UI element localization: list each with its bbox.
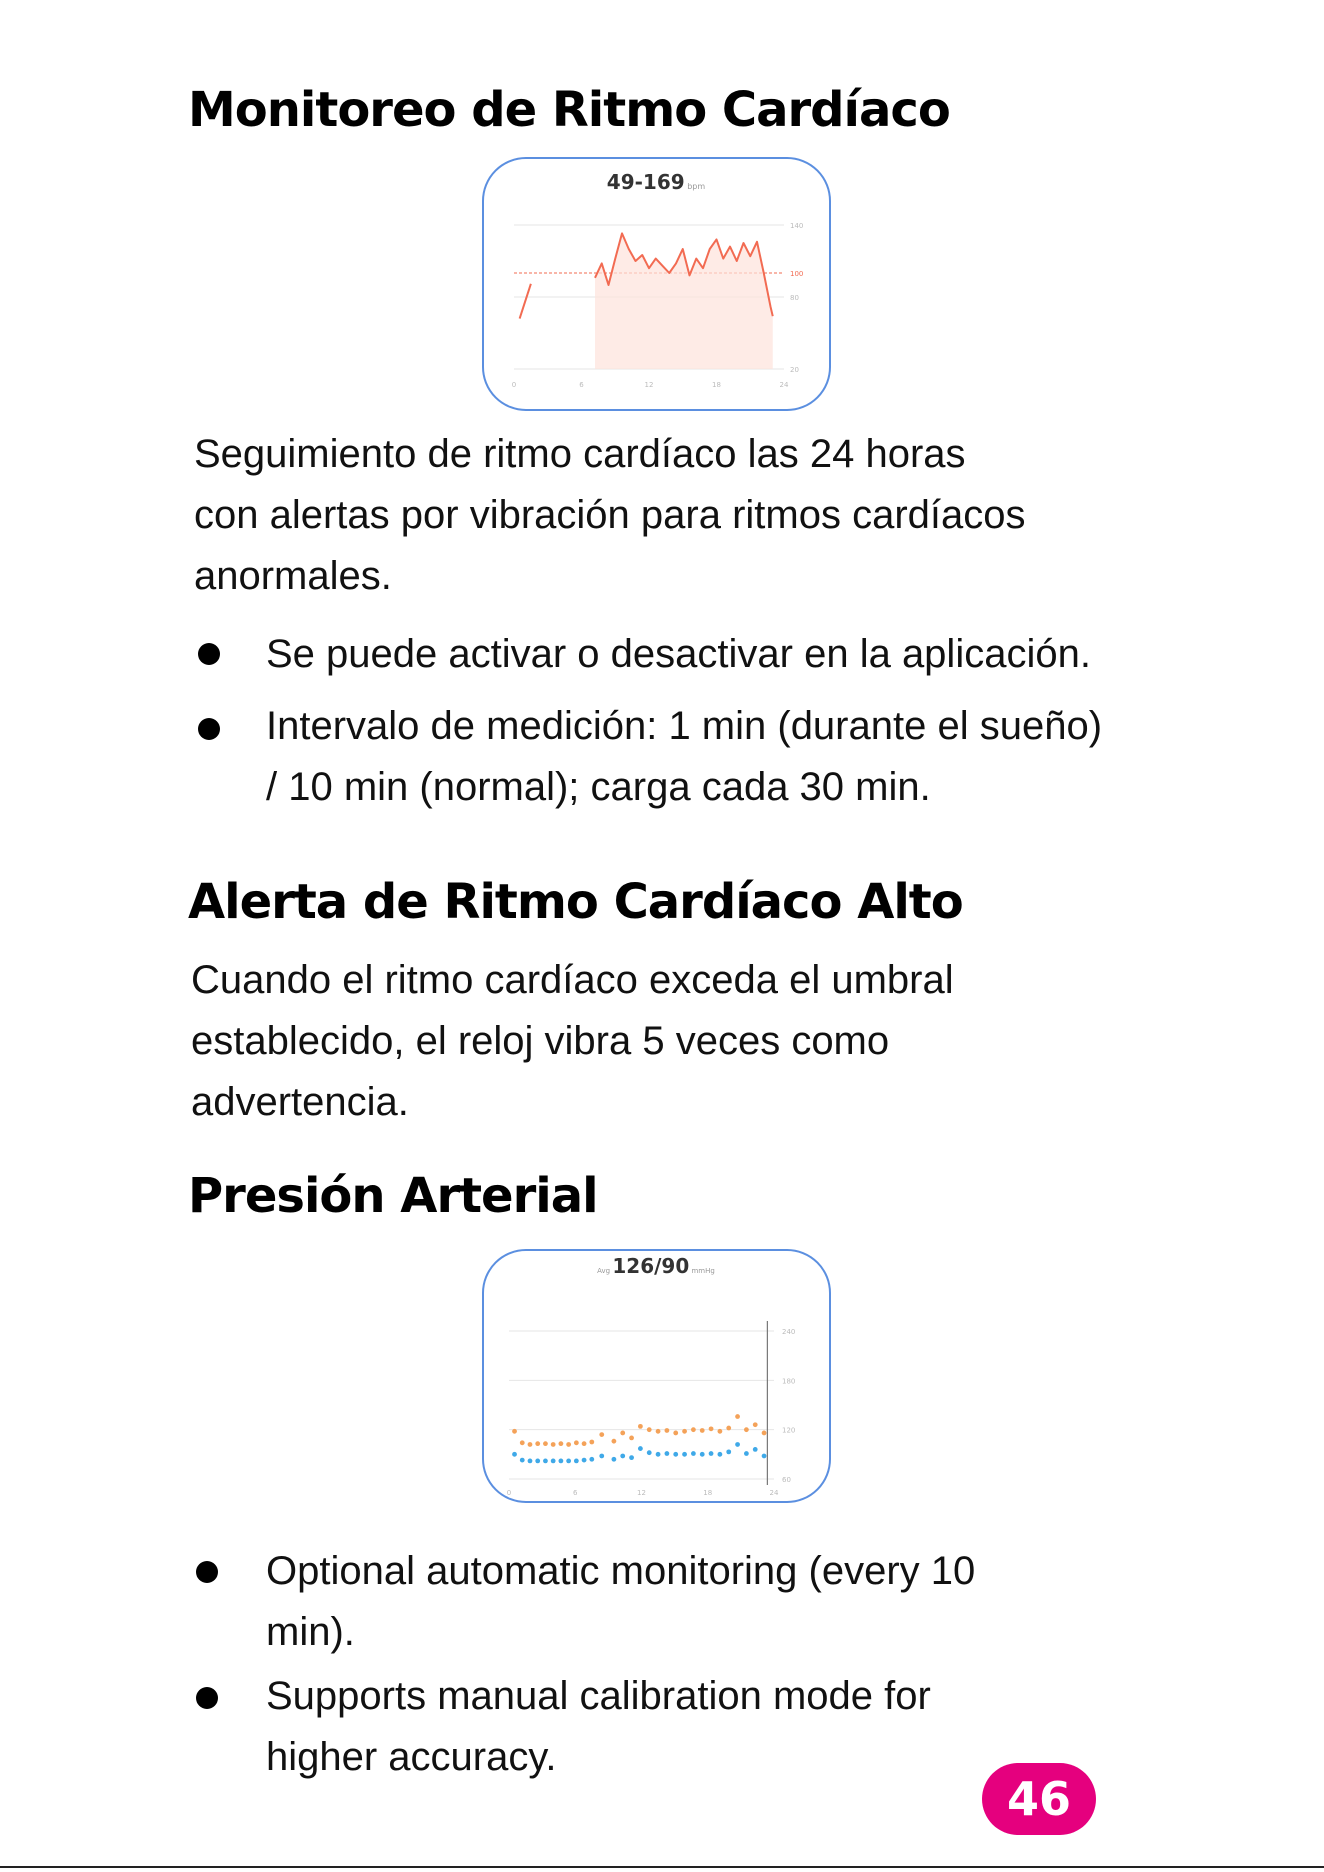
data-point [528, 1459, 533, 1464]
data-point [691, 1427, 696, 1432]
y-tick-label: 100 [790, 270, 804, 278]
data-point [558, 1441, 563, 1446]
bullet-dot-icon [196, 1561, 218, 1583]
bullet-dot-icon [198, 643, 220, 665]
section-title-heart-rate: Monitoreo de Ritmo Cardíaco [188, 82, 950, 138]
data-point [656, 1429, 661, 1434]
y-tick-label: 180 [782, 1377, 796, 1386]
blood-pressure-chart-card [482, 1249, 831, 1503]
data-point [599, 1454, 604, 1459]
data-point [700, 1428, 705, 1433]
bullet-line: Supports manual calibration mode for [266, 1674, 931, 1718]
data-point [682, 1452, 687, 1457]
chart-title-value: 126/90 [612, 1254, 690, 1278]
data-point [543, 1441, 548, 1446]
data-point [664, 1428, 669, 1433]
data-point [709, 1426, 714, 1431]
series-line [520, 284, 531, 319]
bullet-line: / 10 min (normal); carga cada 30 min. [266, 765, 931, 809]
data-point [762, 1431, 767, 1436]
bottom-divider [0, 1866, 1324, 1868]
data-point [638, 1446, 643, 1451]
data-point [574, 1459, 579, 1464]
y-tick-label: 240 [782, 1328, 796, 1336]
chart-title-value: 49-169 [606, 170, 685, 194]
x-tick-label: 6 [573, 1489, 578, 1497]
data-point [512, 1452, 517, 1457]
data-point [664, 1451, 669, 1456]
heart-rate-chart-card [482, 157, 831, 411]
description-line: Cuando el ritmo cardíaco exceda el umbral [191, 958, 954, 1002]
bullet-text [266, 1541, 975, 1663]
data-point [735, 1414, 740, 1419]
x-tick-label: 18 [712, 381, 721, 389]
data-point [753, 1422, 758, 1427]
chart-title-prefix: Avg [597, 1267, 613, 1275]
data-point [753, 1447, 758, 1452]
data-point [691, 1451, 696, 1456]
data-point [512, 1429, 517, 1434]
x-tick-label: 0 [511, 381, 517, 389]
bullet-line: Intervalo de medición: 1 min (durante el sueño) [266, 704, 1103, 748]
bullet-line: min). [266, 1610, 355, 1654]
data-point [611, 1457, 616, 1462]
chart-title [597, 1254, 715, 1278]
data-point [520, 1440, 525, 1445]
data-point [647, 1427, 652, 1432]
data-point [629, 1455, 634, 1460]
data-point [717, 1429, 722, 1434]
data-point [599, 1432, 604, 1437]
data-point [535, 1459, 540, 1464]
data-point [726, 1449, 731, 1454]
page-number-badge: 46 [982, 1763, 1096, 1835]
description-line: con alertas por vibración para ritmos cardíacos [194, 493, 1026, 537]
chart-title [607, 170, 706, 194]
blood-pressure-chart [484, 1251, 829, 1501]
y-tick-label: 20 [790, 366, 799, 374]
data-point [726, 1426, 731, 1431]
x-tick-label: 12 [644, 381, 654, 389]
data-point [535, 1441, 540, 1446]
chart-unit: bpm [684, 182, 706, 191]
data-point [611, 1439, 616, 1444]
description-line: anormales. [194, 554, 392, 598]
data-point [551, 1459, 556, 1464]
x-tick-label: 0 [506, 1489, 512, 1497]
high-alert-description [191, 950, 954, 1133]
data-point [589, 1440, 594, 1445]
y-tick-label: 120 [782, 1426, 796, 1435]
data-point [543, 1459, 548, 1464]
data-point [582, 1441, 587, 1446]
description-line: establecido, el reloj vibra 5 veces como [191, 1019, 890, 1063]
x-tick-label: 24 [779, 381, 789, 389]
data-point [629, 1435, 634, 1440]
data-point [673, 1452, 678, 1457]
bullet-dot-icon [196, 1687, 218, 1709]
data-point [744, 1451, 749, 1456]
data-point [762, 1454, 767, 1459]
data-point [589, 1457, 594, 1462]
data-point [574, 1440, 579, 1445]
data-point [551, 1442, 556, 1447]
bullet-text [266, 696, 1102, 818]
data-point [682, 1429, 687, 1434]
x-tick-label: 18 [703, 1489, 713, 1497]
description-line: advertencia. [191, 1080, 409, 1124]
data-point [566, 1442, 571, 1447]
data-point [647, 1450, 652, 1455]
heart-rate-chart [484, 159, 829, 409]
chart-unit: mmHg [689, 1267, 715, 1275]
data-point [638, 1424, 643, 1429]
y-tick-label: 140 [790, 222, 804, 230]
data-point [520, 1458, 525, 1463]
bullet-line: higher accuracy. [266, 1735, 557, 1779]
x-tick-label: 6 [579, 381, 584, 389]
bullet-text [266, 624, 1091, 685]
data-point [700, 1452, 705, 1457]
section-title-blood-pressure: Presión Arterial [188, 1168, 598, 1224]
bullet-text [266, 1666, 931, 1788]
data-point [620, 1431, 625, 1436]
data-point [709, 1451, 714, 1456]
bullet-line: Se puede activar o desactivar en la aplicación. [266, 632, 1091, 676]
bullet-dot-icon [198, 718, 220, 740]
heart-rate-description [194, 424, 1025, 607]
data-point [566, 1459, 571, 1464]
data-point [735, 1442, 740, 1447]
x-tick-label: 24 [769, 1489, 779, 1497]
bullet-line: Optional automatic monitoring (every 10 [266, 1549, 976, 1593]
data-point [656, 1452, 661, 1457]
description-line: Seguimiento de ritmo cardíaco las 24 horas [194, 432, 966, 476]
data-point [582, 1458, 587, 1463]
section-title-high-alert: Alerta de Ritmo Cardíaco Alto [188, 874, 963, 930]
y-tick-label: 60 [782, 1476, 791, 1484]
data-point [744, 1427, 749, 1432]
data-point [558, 1459, 563, 1464]
y-tick-label: 80 [790, 294, 799, 302]
data-point [528, 1442, 533, 1447]
data-point [620, 1454, 625, 1459]
data-point [673, 1431, 678, 1436]
x-tick-label: 12 [637, 1489, 646, 1497]
data-point [717, 1452, 722, 1457]
